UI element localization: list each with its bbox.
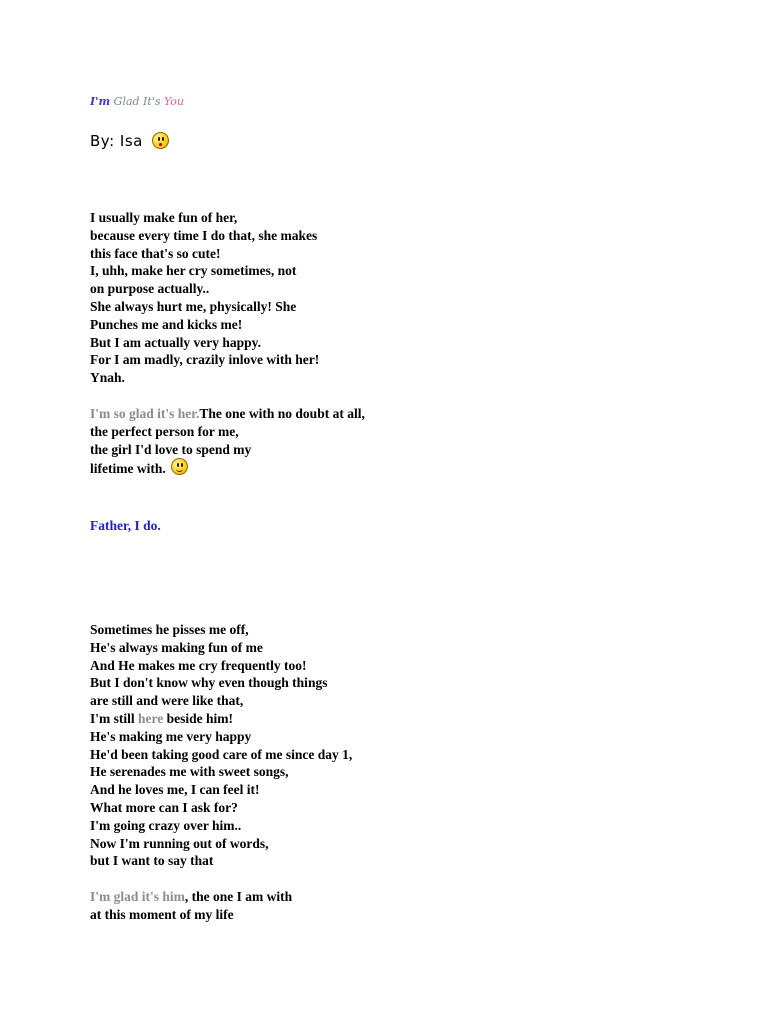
poem-line: He'd been taking good care of me since day 1, [90, 746, 353, 762]
poem-line: on purpose actually.. [90, 281, 210, 297]
surprised-smiley-icon [152, 132, 169, 149]
section-heading: Father, I do. [90, 518, 161, 533]
poem-line: Sometimes he pisses me off, [90, 622, 249, 637]
title-part-3: You [164, 95, 185, 108]
poem-line: He's making me very happy [90, 728, 252, 744]
highlighted-phrase: I'm glad it's him [90, 889, 185, 904]
author-label: By: Isa [90, 132, 143, 150]
poem-line: I, uhh, make her cry sometimes, not [90, 263, 297, 279]
line-text: beside him! [163, 710, 234, 726]
poem-line: are still and were like that, [90, 693, 244, 709]
highlighted-word: here [138, 710, 164, 726]
poem-line: What more can I ask for? [90, 799, 238, 815]
author-line [90, 132, 169, 150]
poem-line: And He makes me cry frequently too! [90, 657, 307, 673]
stanza-1 [90, 209, 319, 387]
line-text: I'm still [90, 710, 139, 726]
stanza-4 [90, 888, 292, 924]
poem-line: Punches me and kicks me! [90, 316, 243, 332]
poem-line [90, 405, 365, 423]
poem-line: this face that's so cute! [90, 245, 221, 261]
poem-line: But I don't know why even though things [90, 675, 328, 691]
smiley-icon [171, 458, 188, 475]
stanza-3 [90, 621, 352, 870]
poem-line: He serenades me with sweet songs, [90, 764, 289, 780]
poem-line: But I am actually very happy. [90, 334, 262, 350]
highlighted-phrase: I'm so glad it's her. [90, 406, 200, 421]
poem-line: I usually make fun of her, [90, 210, 238, 225]
poem-line: She always hurt me, physically! She [90, 298, 297, 314]
line-text: lifetime with. [90, 461, 166, 477]
title-part-1: I'm [90, 95, 111, 108]
poem-line: Now I'm running out of words, [90, 835, 269, 851]
poem-line: For I am madly, crazily inlove with her! [90, 352, 320, 368]
line-text: , the one I am with [184, 889, 293, 904]
title-part-2: Glad It's [113, 95, 161, 108]
poem-line: the girl I'd love to spend my [90, 441, 252, 457]
poem-line: the perfect person for me, [90, 423, 239, 439]
poem-line [90, 888, 292, 906]
poem-title [90, 95, 184, 108]
poem-line: but I want to say that [90, 853, 214, 869]
poem-line: I'm going crazy over him.. [90, 817, 242, 833]
poem-line: And he loves me, I can feel it! [90, 782, 260, 798]
poem-line: at this moment of my life [90, 906, 234, 922]
poem-line [90, 460, 365, 478]
line-text: The one with no doubt at all, [199, 406, 365, 421]
poem-line: because every time I do that, she makes [90, 227, 318, 243]
stanza-2 [90, 405, 365, 478]
poem-line: Ynah. [90, 370, 125, 386]
poem-line [90, 710, 352, 728]
poem-line: He's always making fun of me [90, 639, 263, 655]
